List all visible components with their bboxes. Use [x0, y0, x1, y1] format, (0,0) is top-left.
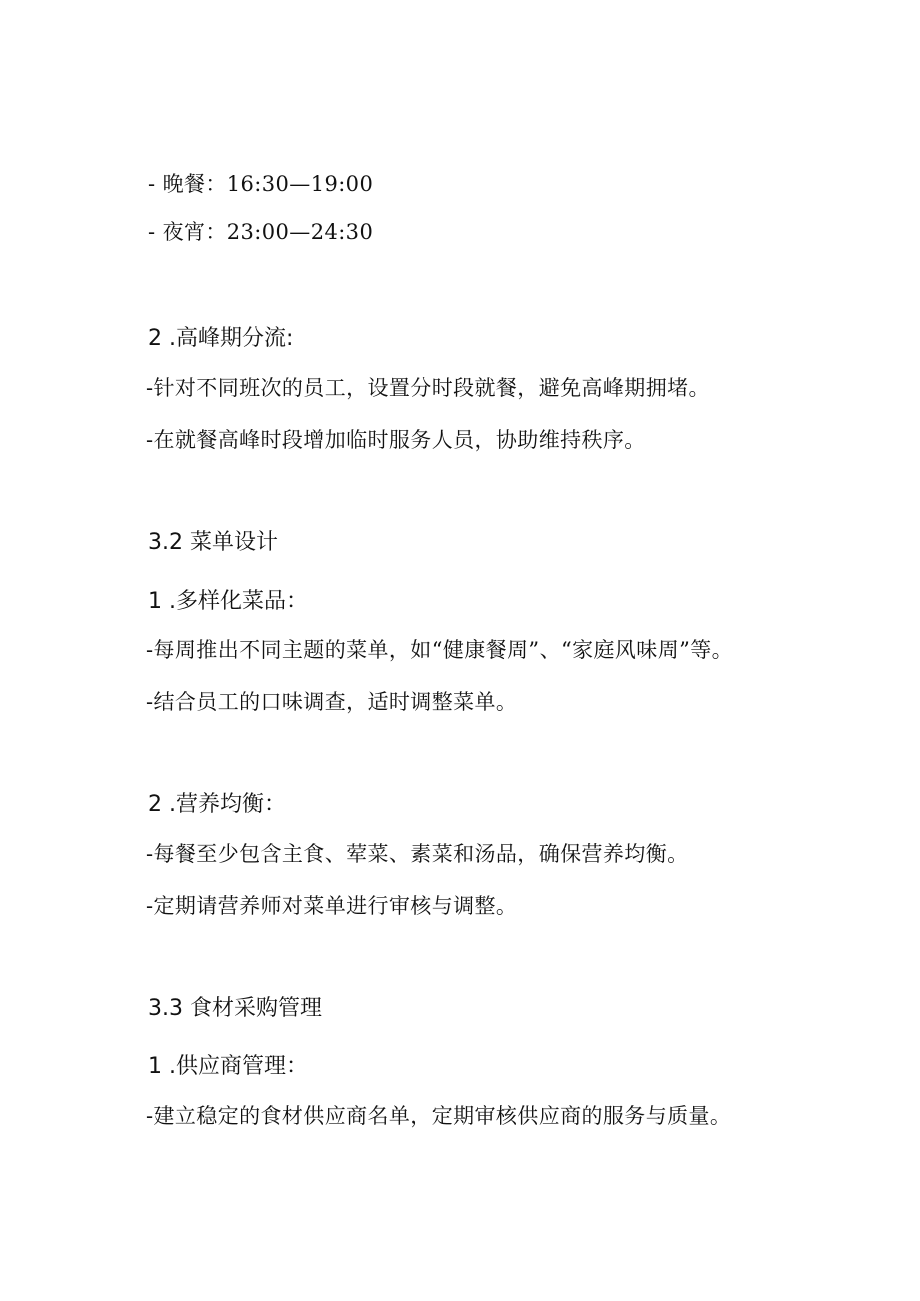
nutrition-item-2: -定期请营养师对菜单进行审核与调整。	[146, 894, 518, 918]
late-snack-time-item: - 夜宵：23:00—24:30	[148, 220, 374, 244]
dinner-time-item: - 晚餐：16:30—19:00	[148, 172, 374, 196]
nutrition-item-1: -每餐至少包含主食、荤菜、素菜和汤品，确保营养均衡。	[146, 842, 689, 866]
heading-nutrition-balance: 2 .营养均衡：	[148, 792, 286, 817]
peak-item-1: -针对不同班次的员工，设置分时段就餐，避免高峰期拥堵。	[146, 376, 710, 400]
heading-peak-diversion: 2 .高峰期分流:	[148, 326, 294, 351]
heading-diverse-dishes: 1 .多样化菜品：	[148, 589, 308, 614]
section-heading-3-3: 3.3 食材采购管理	[148, 996, 322, 1021]
variety-item-2: -结合员工的口味调查，适时调整菜单。	[146, 690, 518, 714]
supplier-item-1: -建立稳定的食材供应商名单，定期审核供应商的服务与质量。	[146, 1104, 732, 1128]
peak-item-2: -在就餐高峰时段增加临时服务人员，协助维持秩序。	[146, 428, 646, 452]
heading-supplier-management: 1 .供应商管理：	[148, 1054, 308, 1079]
variety-item-1: -每周推出不同主题的菜单，如“健康餐周”、“家庭风味周”等。	[146, 638, 734, 662]
section-heading-3-2: 3.2 菜单设计	[148, 530, 278, 555]
